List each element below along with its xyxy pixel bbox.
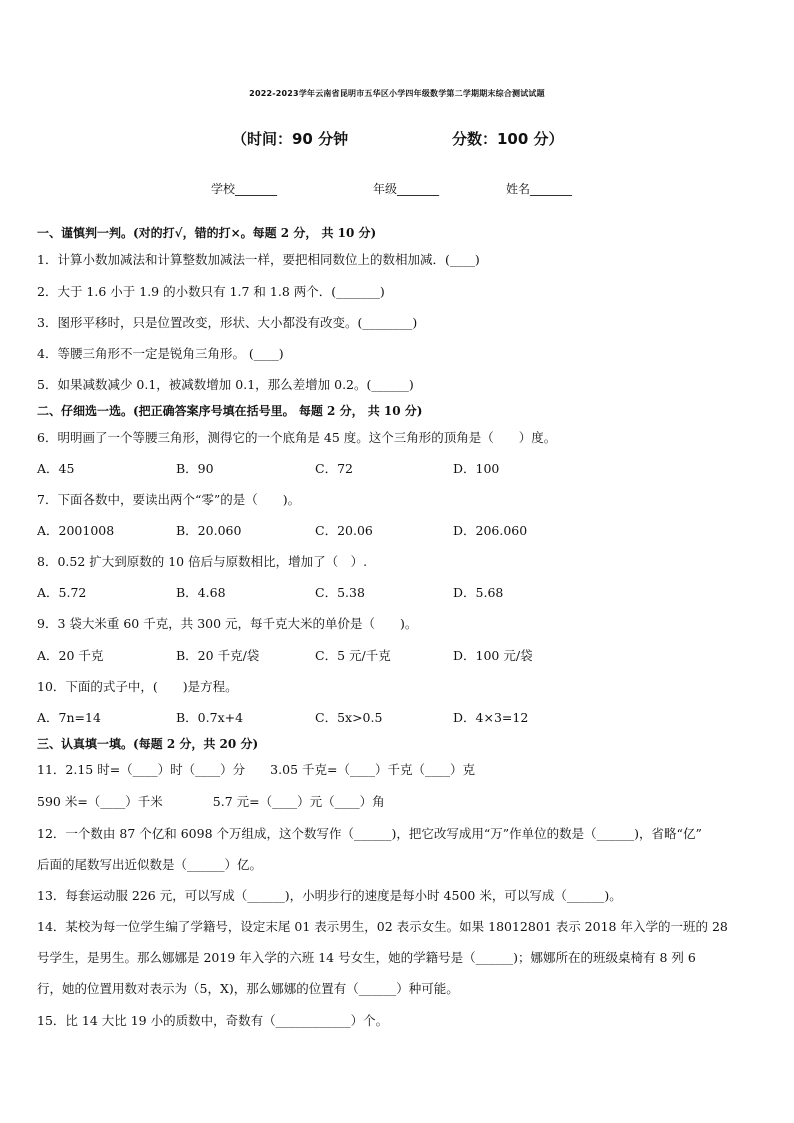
question-5: 5．如果减数减少 0.1，被减数增加 0.1，那么差增加 0.2。(______) — [37, 377, 414, 392]
q6-option-c: C．72 — [315, 461, 353, 476]
question-3: 3．图形平移时，只是位置改变，形状、大小都没有改变。(________) — [37, 315, 418, 330]
q9-option-c: C．5 元/千克 — [315, 648, 391, 663]
question-12-line-2: 后面的尾数写出近似数是（______）亿。 — [37, 857, 263, 872]
question-1: 1．计算小数加减法和计算整数加减法一样，要把相同数位上的数相加减．(____) — [37, 252, 480, 267]
q7-option-b: B．20.060 — [176, 523, 242, 538]
question-13: 13．每套运动服 226 元，可以写成（______)，小明步行的速度是每小时 4500 米，可以写成（______)。 — [37, 888, 622, 903]
question-6: 6．明明画了一个等腰三角形，测得它的一个底角是 45 度。这个三角形的顶角是（ ）度。 — [37, 430, 557, 445]
school-field: 学校_______ — [211, 182, 278, 196]
q8-option-a: A．5.72 — [37, 585, 87, 600]
q6-option-b: B．90 — [176, 461, 214, 476]
section-1-heading: 一、谨慎判一判。(对的打√，错的打×。每题 2 分， 共 10 分) — [37, 226, 377, 240]
exam-score: 分数：100 分） — [452, 130, 564, 148]
question-14-line-3: 行，她的位置用数对表示为（5，X)，那么娜娜的位置有（______）种可能。 — [37, 981, 459, 996]
q9-option-a: A．20 千克 — [37, 648, 104, 663]
question-8: 8．0.52 扩大到原数的 10 倍后与原数相比，增加了（ ）. — [37, 554, 368, 569]
q6-option-a: A．45 — [37, 461, 75, 476]
q10-option-c: C．5x>0.5 — [315, 710, 383, 725]
q8-option-b: B．4.68 — [176, 585, 226, 600]
question-15: 15．比 14 大比 19 小的质数中，奇数有（____________）个。 — [37, 1013, 389, 1028]
section-2-heading: 二、仔细选一选。(把正确答案序号填在括号里。 每题 2 分， 共 10 分) — [37, 404, 423, 418]
q10-option-b: B．0.7x+4 — [176, 710, 244, 725]
question-10: 10．下面的式子中，( )是方程。 — [37, 679, 238, 694]
page-title: 2022-2023学年云南省昆明市五华区小学四年级数学第二学期期末综合测试试题 — [249, 89, 545, 98]
question-2: 2．大于 1.6 小于 1.9 的小数只有 1.7 和 1.8 两个．(_______) — [37, 284, 385, 299]
q9-option-d: D．100 元/袋 — [453, 648, 533, 663]
q8-option-d: D．5.68 — [453, 585, 504, 600]
q7-option-d: D．206.060 — [453, 523, 528, 538]
q8-option-c: C．5.38 — [315, 585, 365, 600]
section-3-heading: 三、认真填一填。(每题 2 分，共 20 分) — [37, 737, 259, 751]
question-14-line-1: 14．某校为每一位学生编了学籍号，设定末尾 01 表示男生，02 表示女生。如果 18012801 表示 2018 年入学的一班的 28 — [37, 919, 728, 934]
q9-option-b: B．20 千克/袋 — [176, 648, 260, 663]
question-11-line-1: 11．2.15 时=（____）时（____）分 3.05 千克=（____）千克（____）克 — [37, 762, 475, 777]
question-9: 9．3 袋大米重 60 千克，共 300 元，每千克大米的单价是（ )。 — [37, 616, 418, 631]
question-12-line-1: 12．一个数由 87 个亿和 6098 个万组成，这个数写作（______)，把它改写成用“万”作单位的数是（______)，省略“亿” — [37, 826, 702, 841]
question-4: 4．等腰三角形不一定是锐角三角形。 (____) — [37, 346, 284, 361]
q7-option-a: A．2001008 — [37, 523, 115, 538]
question-7: 7．下面各数中，要读出两个“零”的是（ )。 — [37, 492, 301, 507]
grade-field: 年级_______ — [373, 182, 440, 196]
q6-option-d: D．100 — [453, 461, 500, 476]
question-14-line-2: 号学生，是男生。那么娜娜是 2019 年入学的六班 14 号女生，她的学籍号是（______)；娜娜所在的班级桌椅有 8 列 6 — [37, 950, 696, 965]
q7-option-c: C．20.06 — [315, 523, 373, 538]
question-11-line-2: 590 米=（____）千米 5.7 元=（____）元（____）角 — [37, 794, 385, 809]
q10-option-a: A．7n=14 — [37, 710, 101, 725]
q10-option-d: D．4×3=12 — [453, 710, 529, 725]
exam-time: （时间：90 分钟 — [232, 130, 349, 148]
name-field: 姓名_______ — [506, 182, 573, 196]
